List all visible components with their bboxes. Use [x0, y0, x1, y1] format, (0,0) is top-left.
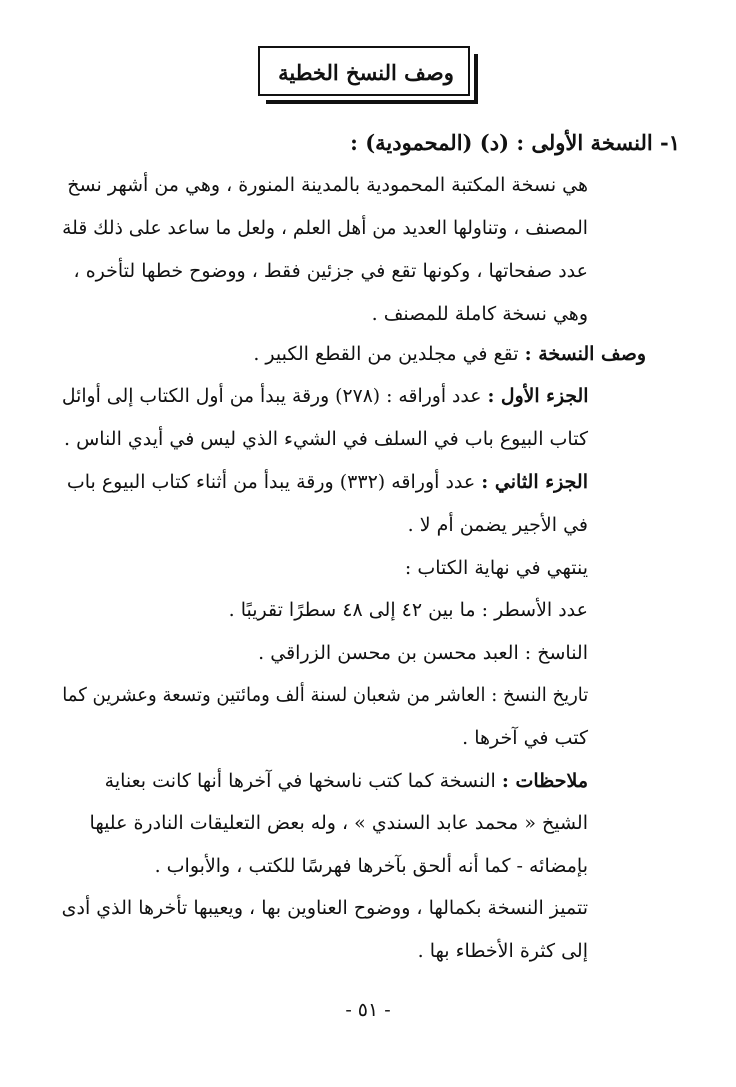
description-text: تقع في مجلدين من القطع الكبير .: [253, 343, 525, 365]
part1-label: الجزء الأول :: [487, 385, 588, 407]
notes-text-1: النسخة كما كتب ناسخها في آخرها أنها كانت بعناية: [104, 770, 502, 792]
section-heading: [350, 128, 680, 158]
title-frame: [258, 46, 478, 104]
notes-line-4: تتميز النسخة بكمالها ، ووضوح العناوين بها ، ويعيبها تأخرها الذي أدى: [61, 897, 588, 919]
notes-line-2: الشيخ « محمد عابد السندي » ، وله بعض التعليقات النادرة عليها: [89, 812, 588, 834]
intro-line-1: هي نسخة المكتبة المحمودية بالمدينة المنورة ، وهي من أشهر نسخ: [67, 174, 588, 196]
part2-label: الجزء الثاني :: [481, 471, 588, 493]
page-title: وصف النسخ الخطية: [278, 60, 454, 85]
description-label: وصف النسخة :: [524, 343, 646, 365]
part1-text-1: عدد أوراقه : (٢٧٨) ورقة يبدأ من أول الكتاب إلى أوائل: [61, 385, 488, 407]
part2-line-2: في الأجير يضمن أم لا .: [407, 514, 588, 536]
part2-text-1: عدد أوراقه (٣٣٢) ورقة يبدأ من أثناء كتاب البيوع باب: [66, 471, 482, 493]
notes-line-1: [105, 766, 588, 796]
title-box: [258, 46, 470, 96]
lines-count: عدد الأسطر : ما بين ٤٢ إلى ٤٨ سطرًا تقريبًا .: [228, 599, 588, 621]
part2-line-1: [67, 467, 588, 497]
intro-line-2: المصنف ، وتناولها العديد من أهل العلم ، ولعل ما ساعد على ذلك قلة: [62, 217, 588, 239]
page-number: - ٥١ -: [345, 999, 391, 1021]
section-title: النسخة الأولى : (د) (المحمودية) :: [350, 130, 653, 155]
copy-date-line-2: كتب في آخرها .: [462, 727, 588, 749]
intro-line-4: وهي نسخة كاملة للمصنف .: [371, 303, 588, 325]
description-line: [253, 339, 646, 369]
intro-line-3: عدد صفحاتها ، وكونها تقع في جزئين فقط ، ووضوح خطها لتأخره ،: [73, 260, 588, 282]
notes-label: ملاحظات :: [501, 770, 588, 792]
copy-date-line-1: تاريخ النسخ : العاشر من شعبان لسنة ألف ومائتين وتسعة وعشرين كما: [61, 684, 588, 706]
section-number: ١-: [660, 130, 680, 155]
notes-line-3: بإمضائه - كما أنه ألحق بآخرها فهرسًا للكتب ، والأبواب .: [154, 855, 588, 877]
ending-label: ينتهي في نهاية الكتاب :: [404, 557, 588, 579]
copyist: الناسخ : العبد محسن بن محسن الزراقي .: [258, 642, 588, 664]
part1-line-1: [61, 381, 588, 411]
notes-line-5: إلى كثرة الأخطاء بها .: [417, 940, 588, 962]
part1-line-2: كتاب البيوع باب في السلف في الشيء الذي ليس في أيدي الناس .: [64, 428, 588, 450]
